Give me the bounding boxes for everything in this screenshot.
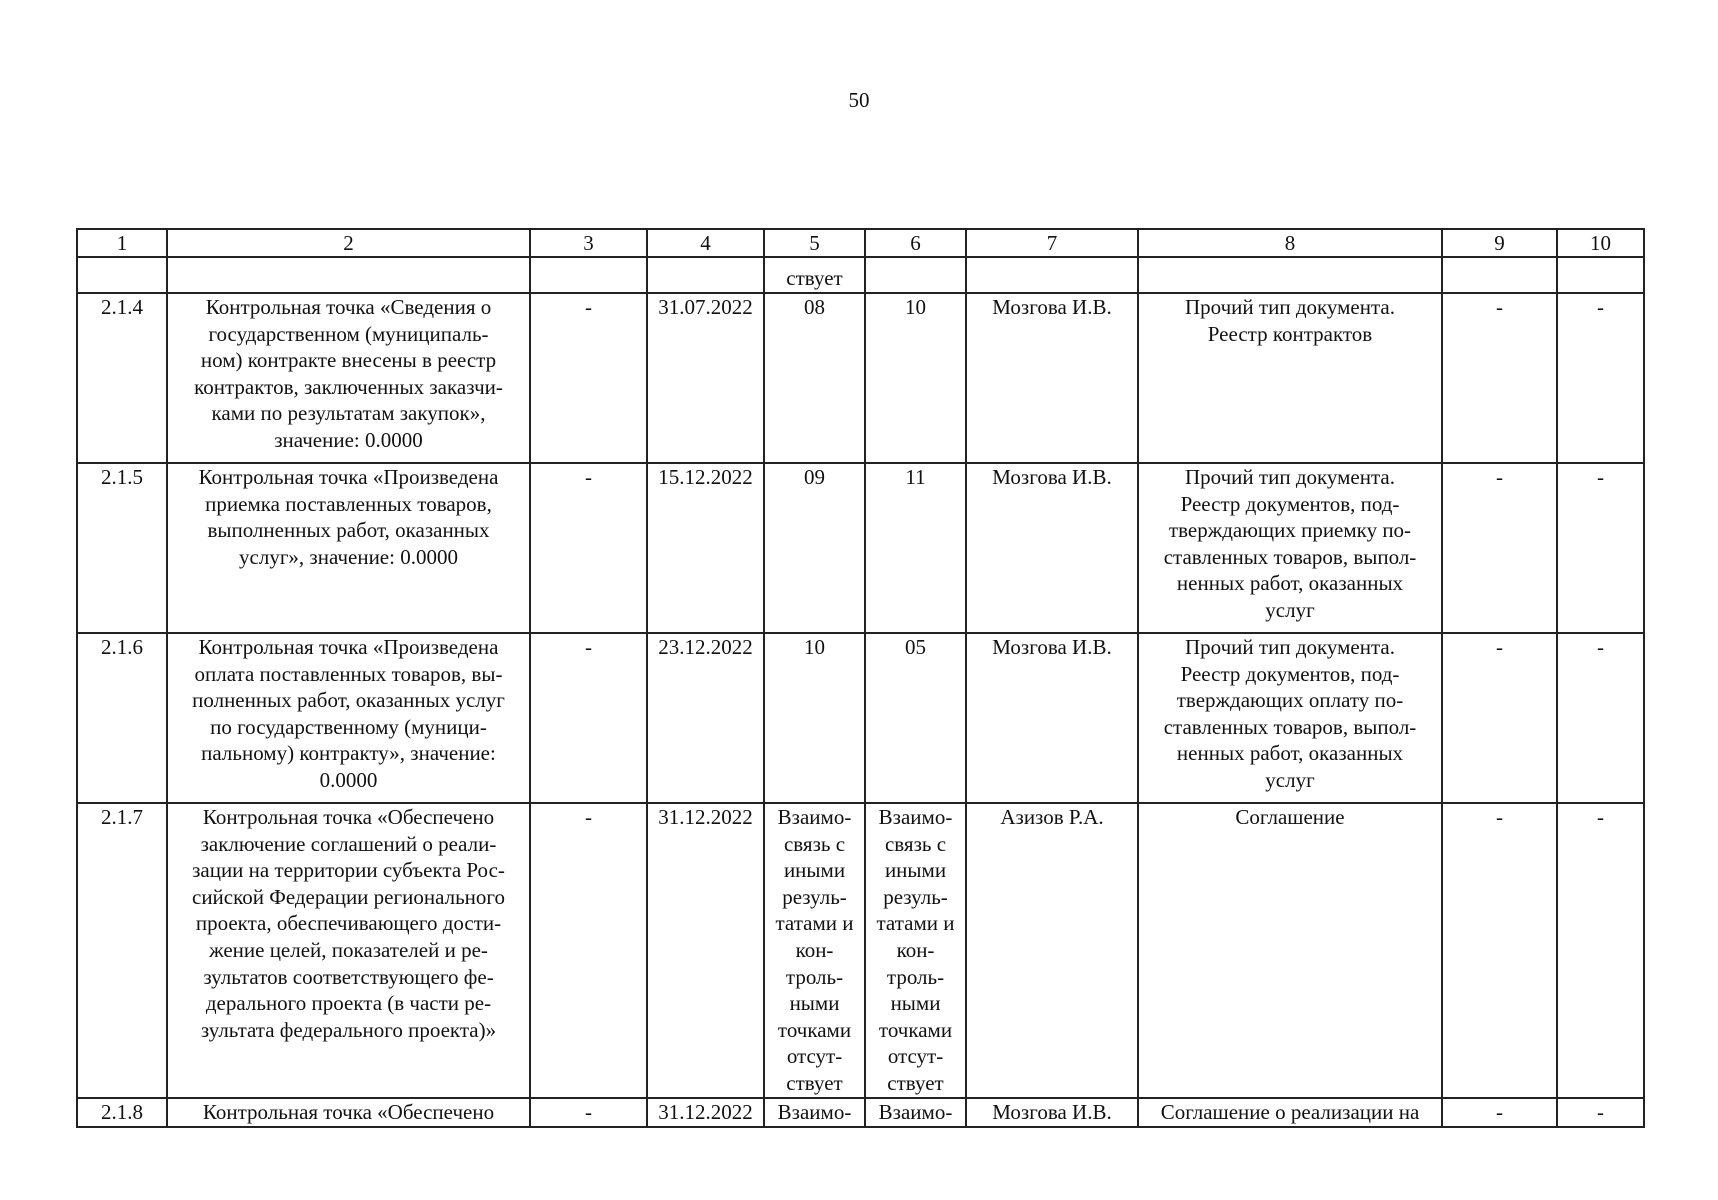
cell-line: связь с: [783, 831, 846, 856]
column-number: 1: [77, 229, 167, 257]
cell-line: кон-: [896, 937, 935, 962]
column-number: 10: [1557, 229, 1644, 257]
related-result: [764, 293, 865, 463]
document-type: [1138, 1098, 1442, 1127]
cell-line: отсут-: [887, 1044, 944, 1069]
value-9: -: [1442, 1098, 1557, 1127]
cell-line: Контрольная точка «Сведения о: [205, 295, 492, 319]
due-date: 23.12.2022: [647, 633, 764, 803]
cell-line: услуг: [1265, 597, 1315, 622]
cell-line: проекта, обеспечивающего дости-: [195, 911, 502, 936]
column-number: 6: [865, 229, 966, 257]
cell-line: ненных работ, оказанных: [1176, 571, 1404, 596]
cell-line: Взаимо-: [777, 1100, 852, 1124]
column-number: 2: [167, 229, 530, 257]
due-date: 15.12.2022: [647, 463, 764, 633]
cell-line: выполненных работ, оказанных: [207, 518, 490, 543]
cell-line: Реестр контрактов: [1207, 321, 1373, 346]
table-cell: [167, 257, 530, 293]
cell-line: полненных работ, оказанных услуг: [192, 688, 505, 713]
cell-line: контрактов, заключенных заказчи-: [194, 374, 503, 399]
carried-over-row: [77, 257, 1644, 293]
cell-line: 09: [804, 465, 825, 489]
cell-line: ставленных товаров, выпол-: [1163, 544, 1417, 569]
cell-line: услуг», значение: 0.0000: [239, 544, 458, 569]
related-control-point: [865, 463, 966, 633]
cell-line: ненных работ, оказанных: [1176, 741, 1404, 766]
cell-line: Взаимо-: [777, 805, 852, 829]
table-row: [77, 463, 1644, 633]
cell-line: татами и: [775, 911, 854, 936]
cell-line: иными: [783, 858, 846, 883]
cell-line: дерального проекта (в части ре-: [205, 991, 492, 1016]
value-9: -: [1442, 633, 1557, 803]
column-number: 8: [1138, 229, 1442, 257]
page-number: 50: [848, 88, 870, 112]
cell-line: услуг: [1265, 767, 1315, 792]
related-control-point: [865, 633, 966, 803]
base-value: -: [530, 463, 647, 633]
control-point-description: [167, 633, 530, 803]
cell-line: точками: [777, 1017, 852, 1042]
cell-line: ками по результатам закупок»,: [211, 401, 486, 426]
cell-line: тверждающих приемку по-: [1168, 518, 1412, 543]
value-9: -: [1442, 293, 1557, 463]
column-number-row: [77, 229, 1644, 257]
cell-line: 05: [905, 635, 926, 659]
cell-line: резуль-: [782, 884, 847, 909]
cell-line: оплата поставленных товаров, вы-: [194, 661, 503, 686]
cell-line: ными: [789, 991, 840, 1016]
related-result: [764, 463, 865, 633]
cell-line: отсут-: [786, 1044, 843, 1069]
cell-line: связь с: [884, 831, 947, 856]
document-type: [1138, 293, 1442, 463]
value-10: -: [1557, 293, 1644, 463]
cell-line: троль-: [886, 964, 945, 989]
responsible-person: Мозгова И.В.: [966, 463, 1138, 633]
cell-line: зультатов соответствующего фе-: [203, 964, 494, 989]
related-result: [764, 633, 865, 803]
value-10: -: [1557, 463, 1644, 633]
column-number: 4: [647, 229, 764, 257]
cell-line: Прочий тип документа.: [1185, 635, 1395, 659]
cell-line: резуль-: [883, 884, 948, 909]
table-cell: [1138, 257, 1442, 293]
cell-line: Реестр документов, под-: [1180, 661, 1400, 686]
table-row: [77, 803, 1644, 1098]
column-number: 3: [530, 229, 647, 257]
control-point-description: [167, 293, 530, 463]
carried-over-text: ствует: [764, 257, 865, 293]
cell-line: Контрольная точка «Обеспечено: [202, 805, 495, 829]
cell-line: 10: [905, 295, 926, 319]
column-number: 9: [1442, 229, 1557, 257]
cell-line: зации на территории субъекта Рос-: [192, 858, 505, 883]
cell-line: Контрольная точка «Произведена: [198, 635, 499, 659]
base-value: -: [530, 633, 647, 803]
cell-line: 0.0000: [319, 767, 378, 792]
cell-line: ствует: [887, 1070, 944, 1095]
cell-line: 08: [804, 295, 825, 319]
table-row: [77, 1098, 1644, 1127]
cell-line: приемка поставленных товаров,: [205, 491, 492, 516]
cell-line: значение: 0.0000: [274, 427, 423, 452]
cell-line: Взаимо-: [878, 805, 953, 829]
cell-line: Прочий тип документа.: [1185, 465, 1395, 489]
due-date: 31.12.2022: [647, 1098, 764, 1127]
related-control-point: [865, 1098, 966, 1127]
table-cell: [865, 257, 966, 293]
cell-line: 10: [804, 635, 825, 659]
cell-line: иными: [884, 858, 947, 883]
cell-line: Соглашение о реализации на: [1160, 1100, 1420, 1124]
cell-line: государственном (муниципаль-: [208, 321, 489, 346]
cell-line: тверждающих оплату по-: [1176, 688, 1404, 713]
table-cell: [77, 257, 167, 293]
row-number: 2.1.8: [77, 1098, 167, 1127]
cell-line: ными: [890, 991, 941, 1016]
cell-line: по государственному (муници-: [210, 714, 487, 739]
control-point-description: [167, 1098, 530, 1127]
value-9: -: [1442, 803, 1557, 1098]
cell-line: сийской Федерации регионального: [192, 884, 505, 909]
cell-line: ном) контракте внесены в реестр: [200, 348, 497, 373]
due-date: 31.12.2022: [647, 803, 764, 1098]
table-cell: [966, 257, 1138, 293]
cell-line: 11: [905, 465, 926, 489]
cell-line: Контрольная точка «Обеспечено: [202, 1100, 495, 1124]
document-type: [1138, 633, 1442, 803]
due-date: 31.07.2022: [647, 293, 764, 463]
value-9: -: [1442, 463, 1557, 633]
related-control-point: [865, 293, 966, 463]
control-points-table: [76, 228, 1645, 1128]
table-cell: [1442, 257, 1557, 293]
responsible-person: Мозгова И.В.: [966, 633, 1138, 803]
related-result: [764, 803, 865, 1098]
document-type: [1138, 803, 1442, 1098]
related-result: [764, 1098, 865, 1127]
base-value: -: [530, 803, 647, 1098]
cell-line: Реестр документов, под-: [1180, 491, 1400, 516]
row-number: 2.1.4: [77, 293, 167, 463]
row-number: 2.1.7: [77, 803, 167, 1098]
control-point-description: [167, 803, 530, 1098]
base-value: -: [530, 1098, 647, 1127]
cell-line: ствует: [786, 1070, 843, 1095]
document-type: [1138, 463, 1442, 633]
table-row: [77, 633, 1644, 803]
table-cell: [530, 257, 647, 293]
cell-line: Контрольная точка «Произведена: [198, 465, 499, 489]
cell-line: Взаимо-: [878, 1100, 953, 1124]
cell-line: Прочий тип документа.: [1185, 295, 1395, 319]
cell-line: татами и: [876, 911, 955, 936]
table-cell: [1557, 257, 1644, 293]
cell-line: точками: [878, 1017, 953, 1042]
value-10: -: [1557, 633, 1644, 803]
row-number: 2.1.5: [77, 463, 167, 633]
value-10: -: [1557, 803, 1644, 1098]
cell-line: заключение соглашений о реали-: [200, 831, 497, 856]
table-row: [77, 293, 1644, 463]
related-control-point: [865, 803, 966, 1098]
responsible-person: Мозгова И.В.: [966, 1098, 1138, 1127]
table-cell: [647, 257, 764, 293]
cell-line: кон-: [795, 937, 834, 962]
row-number: 2.1.6: [77, 633, 167, 803]
cell-line: зультата федерального проекта)»: [200, 1017, 497, 1042]
base-value: -: [530, 293, 647, 463]
responsible-person: Мозгова И.В.: [966, 293, 1138, 463]
column-number: 7: [966, 229, 1138, 257]
cell-line: ставленных товаров, выпол-: [1163, 714, 1417, 739]
value-10: -: [1557, 1098, 1644, 1127]
responsible-person: Азизов Р.А.: [966, 803, 1138, 1098]
cell-line: Соглашение: [1235, 805, 1345, 829]
cell-line: пальному) контракту», значение:: [201, 741, 496, 766]
column-number: 5: [764, 229, 865, 257]
cell-line: троль-: [785, 964, 844, 989]
control-point-description: [167, 463, 530, 633]
cell-line: жение целей, показателей и ре-: [209, 937, 488, 962]
